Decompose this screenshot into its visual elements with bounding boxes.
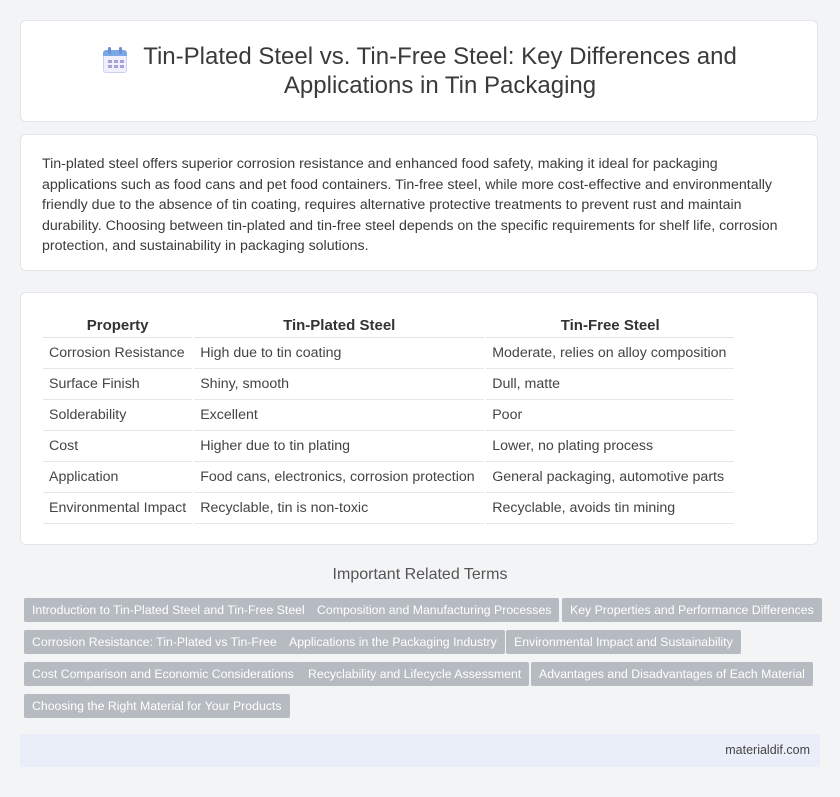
- tag-intro[interactable]: Introduction to Tin-Plated Steel and Tin-Free Steel: [24, 598, 313, 622]
- tag-composition[interactable]: Composition and Manufacturing Processes: [309, 598, 559, 622]
- tag-choosing[interactable]: Choosing the Right Material for Your Products: [24, 694, 290, 718]
- cell-tin-plated: Excellent: [194, 400, 484, 431]
- page-title-line-1: Tin-Plated Steel vs. Tin-Free Steel: Key Differences and: [143, 43, 737, 70]
- cell-tin-free: Moderate, relies on alloy composition: [486, 338, 734, 369]
- cell-property: Corrosion Resistance: [43, 338, 192, 369]
- column-header-tin-free: Tin-Free Steel: [486, 313, 734, 338]
- table-row: [43, 400, 734, 431]
- cell-tin-free: Poor: [486, 400, 734, 431]
- intro-card: [20, 134, 818, 271]
- cell-property: Cost: [43, 431, 192, 462]
- table-row: [43, 338, 734, 369]
- cell-tin-plated: Shiny, smooth: [194, 369, 484, 400]
- cell-property: Application: [43, 462, 192, 493]
- cell-tin-plated: High due to tin coating: [194, 338, 484, 369]
- tag-recyclability[interactable]: Recyclability and Lifecycle Assessment: [300, 662, 529, 686]
- tag-environmental[interactable]: Environmental Impact and Sustainability: [506, 630, 741, 654]
- footer: [20, 734, 820, 767]
- page-title-line-2: Applications in Tin Packaging: [283, 72, 597, 99]
- tag-key-properties[interactable]: Key Properties and Performance Differences: [562, 598, 822, 622]
- related-terms-title: Important Related Terms: [332, 566, 508, 583]
- comparison-table: [43, 313, 734, 524]
- cell-tin-free: Recyclable, avoids tin mining: [486, 493, 734, 524]
- column-header-tin-plated: Tin-Plated Steel: [194, 313, 484, 338]
- cell-tin-plated: Food cans, electronics, corrosion protection: [194, 462, 484, 493]
- table-row: [43, 431, 734, 462]
- page-title: [143, 42, 737, 100]
- table-header-row: [43, 313, 734, 338]
- table-row: [43, 369, 734, 400]
- cell-tin-free: Lower, no plating process: [486, 431, 734, 462]
- tag-corrosion[interactable]: Corrosion Resistance: Tin-Plated vs Tin-Free: [24, 630, 285, 654]
- cell-property: Environmental Impact: [43, 493, 192, 524]
- title-wrap: [101, 42, 737, 100]
- cell-tin-plated: Higher due to tin plating: [194, 431, 484, 462]
- cell-property: Surface Finish: [43, 369, 192, 400]
- footer-site[interactable]: materialdif.com: [725, 743, 810, 757]
- title-card: [20, 20, 818, 122]
- cell-tin-plated: Recyclable, tin is non-toxic: [194, 493, 484, 524]
- column-header-property: Property: [43, 313, 192, 338]
- intro-paragraph: Tin-plated steel offers superior corrosion resistance and enhanced food safety, making it ideal for packaging applications such as food cans and pet food containers. Tin-free steel, while more cost-effective and environmentally friendly due to the absence of tin coating, requires alternative protective treatments to prevent rust and maintain durability. Choosing between tin-plated and tin-free steel depends on the specific requirements for shelf life, corrosion protection, and sustainability in packaging solutions.: [42, 156, 778, 254]
- table-row: [43, 462, 734, 493]
- tag-advantages[interactable]: Advantages and Disadvantages of Each Material: [531, 662, 813, 686]
- cell-tin-free: Dull, matte: [486, 369, 734, 400]
- comparison-card: [20, 292, 818, 545]
- cell-property: Solderability: [43, 400, 192, 431]
- tag-cost[interactable]: Cost Comparison and Economic Considerations: [24, 662, 302, 686]
- cell-tin-free: General packaging, automotive parts: [486, 462, 734, 493]
- calendar-icon: [101, 46, 129, 76]
- table-row: [43, 493, 734, 524]
- tag-applications[interactable]: Applications in the Packaging Industry: [281, 630, 505, 654]
